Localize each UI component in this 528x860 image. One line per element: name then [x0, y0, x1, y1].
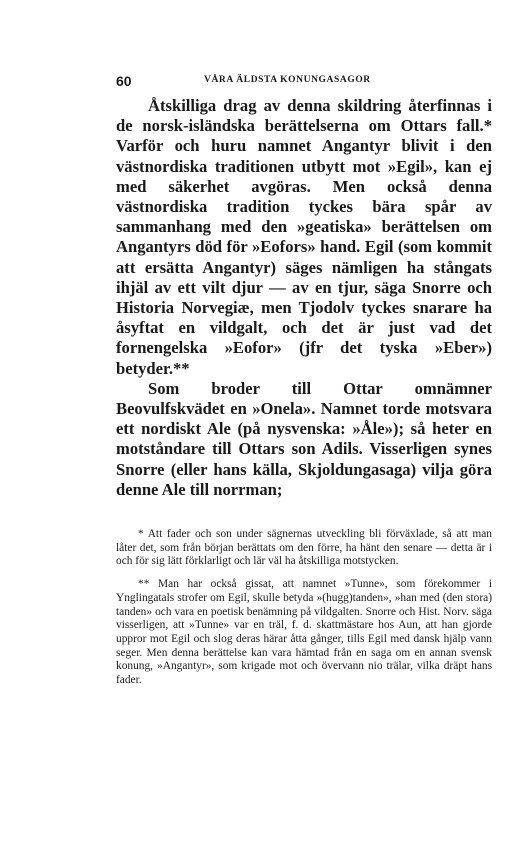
page-number: 60 [116, 73, 132, 89]
page-header [116, 73, 492, 89]
main-text [116, 96, 492, 500]
footnote: * Att fader och son under sägnernas utveckling bli förväxlade, så att man låter det, som från början berättats om den förre, ha hänt den senare — detta är i och för sig lätt förklarligt och lär väl ha åtskilliga motstycken. [116, 528, 492, 568]
body-paragraph: Som broder till Ottar omnämner Beovulfskvädet en »Onela». Namnet torde motsvara ett nordiskt Ale (på nysvenska: »Åle»); så heter en motståndare till Ottars son Adils. Visserligen synes Snorre (eller hans källa, Skjoldungasaga) vilja göra denne Ale till norrman; [116, 378, 492, 499]
body-paragraph: Åtskilliga drag av denna skildring återfinnas i de norsk-isländska berättelserna om Ottars fall.* Varför och huru namnet Angantyr blivit i den västnordiska traditionen utbytt mot »Egil», kan ej med säkerhet avgöras. Men också denna västnordiska tradition tyckes bära spår av sammanhang med den »geatiska» berättelsen om Angantyrs död för »Eofors» hand. Egil (som kommit att ersätta Angantyr) säges nämligen ha stångats ihjäl av ett vilt djur — av en tjur, säga Snorre och Historia Norvegiæ, men Tjodolv tyckes snarare ha åsyftat en vildgalt, och det är just vad det fornengelska »Eofor» (jfr det tyska »Eber») betyder.** [116, 96, 492, 378]
footnote: ** Man har också gissat, att namnet »Tunne», som förekommer i Ynglingatals strofer om Egil, skulle betyda »(hugg)tanden», »han med (den stora) tanden» och vara en poetisk benämning på vildgalten. Snorre och Hist. Norv. säga visserligen, att »Tunne» var en träl, f. d. skattmästare hos Aun, att han gjorde uppror mot Egil och slog deras härar åtta gånger, tills Egil med dansk hjälp vann seger. Men denna berättelse kan vara hämtad från en saga om en annan svensk konung, »Angantyr», som krigade mot och övervann nio trälar, vilka dräpt hans fader. [116, 578, 492, 687]
footnotes [116, 528, 492, 697]
running-head: VÅRA ÄLDSTA KONUNGASAGOR [204, 75, 371, 85]
